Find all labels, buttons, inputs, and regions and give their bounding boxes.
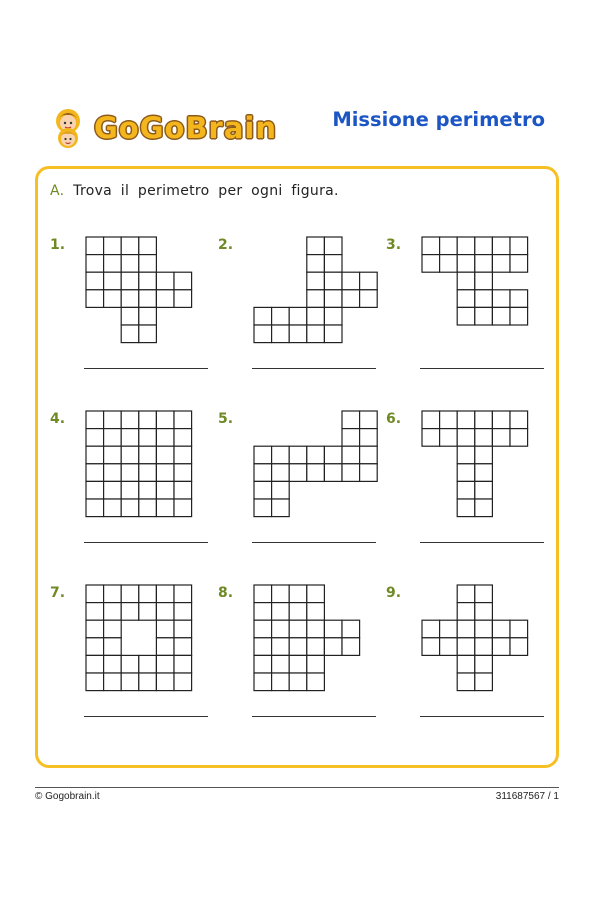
- grid-square: [156, 464, 174, 482]
- grid-square: [324, 255, 342, 273]
- grid-square: [272, 446, 290, 464]
- grid-square: [422, 638, 440, 656]
- grid-square: [174, 464, 192, 482]
- answer-line-8[interactable]: [252, 716, 376, 717]
- grid-square: [254, 655, 272, 673]
- grid-square: [272, 325, 290, 343]
- grid-square: [121, 290, 139, 308]
- grid-square: [254, 464, 272, 482]
- grid-square: [360, 290, 378, 308]
- grid-square: [440, 411, 458, 429]
- answer-line-3[interactable]: [420, 368, 544, 369]
- grid-square: [121, 255, 139, 273]
- grid-square: [174, 272, 192, 290]
- grid-square: [510, 237, 528, 255]
- grid-square: [492, 255, 510, 273]
- figure-number-5: 5.: [218, 411, 234, 427]
- figure-1: [86, 237, 192, 343]
- grid-square: [510, 255, 528, 273]
- grid-square: [510, 290, 528, 308]
- grid-square: [139, 673, 157, 691]
- grid-square: [139, 603, 157, 621]
- grid-square: [254, 307, 272, 325]
- grid-square: [121, 673, 139, 691]
- grid-square: [475, 603, 493, 621]
- grid-square: [86, 499, 104, 517]
- grid-square: [121, 325, 139, 343]
- figure-number-6: 6.: [386, 411, 402, 427]
- grid-square: [510, 638, 528, 656]
- grid-square: [104, 638, 122, 656]
- grid-square: [254, 481, 272, 499]
- grid-square: [139, 499, 157, 517]
- grid-square: [139, 446, 157, 464]
- figure-number-2: 2.: [218, 237, 234, 253]
- grid-square: [156, 446, 174, 464]
- grid-square: [457, 237, 475, 255]
- grid-square: [139, 585, 157, 603]
- grid-square: [475, 307, 493, 325]
- figure-2: [254, 237, 377, 343]
- grid-square: [342, 272, 360, 290]
- grid-square: [324, 325, 342, 343]
- grid-square: [121, 585, 139, 603]
- grid-square: [139, 307, 157, 325]
- grid-square: [104, 237, 122, 255]
- grid-square: [174, 290, 192, 308]
- grid-square: [156, 655, 174, 673]
- grid-square: [360, 411, 378, 429]
- grid-square: [139, 411, 157, 429]
- figure-8: [254, 585, 360, 691]
- grid-square: [121, 237, 139, 255]
- grid-square: [139, 255, 157, 273]
- grid-square: [121, 446, 139, 464]
- grid-square: [342, 429, 360, 447]
- grid-square: [272, 603, 290, 621]
- grid-square: [289, 464, 307, 482]
- grid-square: [289, 655, 307, 673]
- figure-7: [86, 585, 192, 691]
- grid-square: [457, 481, 475, 499]
- grid-square: [156, 603, 174, 621]
- grid-square: [492, 620, 510, 638]
- grid-square: [307, 446, 325, 464]
- logo-text: GoGoBrain: [94, 111, 278, 145]
- answer-line-2[interactable]: [252, 368, 376, 369]
- grid-square: [342, 290, 360, 308]
- grid-square: [360, 464, 378, 482]
- grid-square: [457, 603, 475, 621]
- grid-square: [139, 237, 157, 255]
- grid-square: [254, 585, 272, 603]
- grid-square: [422, 237, 440, 255]
- grid-square: [342, 620, 360, 638]
- grid-square: [254, 325, 272, 343]
- page-title: Missione perimetro: [332, 108, 545, 131]
- grid-square: [156, 585, 174, 603]
- figure-number-7: 7.: [50, 585, 66, 601]
- grid-square: [307, 307, 325, 325]
- grid-square: [475, 429, 493, 447]
- answer-line-9[interactable]: [420, 716, 544, 717]
- grid-square: [289, 620, 307, 638]
- grid-square: [272, 620, 290, 638]
- grid-square: [121, 272, 139, 290]
- grid-square: [475, 446, 493, 464]
- grid-square: [307, 290, 325, 308]
- grid-square: [324, 290, 342, 308]
- grid-square: [457, 255, 475, 273]
- grid-square: [492, 411, 510, 429]
- grid-square: [121, 411, 139, 429]
- answer-line-1[interactable]: [84, 368, 208, 369]
- figure-5: [254, 411, 377, 517]
- grid-square: [457, 464, 475, 482]
- grid-square: [307, 638, 325, 656]
- grid-square: [475, 237, 493, 255]
- grid-square: [422, 411, 440, 429]
- grid-square: [457, 272, 475, 290]
- grid-square: [272, 655, 290, 673]
- grid-square: [492, 290, 510, 308]
- grid-square: [86, 673, 104, 691]
- figure-number-1: 1.: [50, 237, 66, 253]
- grid-square: [139, 272, 157, 290]
- grid-square: [324, 620, 342, 638]
- grid-square: [156, 620, 174, 638]
- grid-square: [104, 446, 122, 464]
- grid-square: [289, 673, 307, 691]
- grid-square: [139, 290, 157, 308]
- grid-square: [307, 272, 325, 290]
- grid-square: [307, 237, 325, 255]
- grid-square: [86, 446, 104, 464]
- grid-square: [86, 620, 104, 638]
- grid-square: [156, 272, 174, 290]
- grid-square: [289, 325, 307, 343]
- grid-square: [104, 290, 122, 308]
- grid-square: [475, 272, 493, 290]
- grid-square: [86, 255, 104, 273]
- footer-page-id: 311687567 / 1: [495, 791, 559, 802]
- grid-square: [254, 499, 272, 517]
- figure-number-8: 8.: [218, 585, 234, 601]
- grid-square: [86, 429, 104, 447]
- grid-square: [342, 464, 360, 482]
- grid-square: [324, 446, 342, 464]
- grid-square: [272, 481, 290, 499]
- grid-square: [307, 673, 325, 691]
- grid-square: [86, 411, 104, 429]
- grid-square: [174, 655, 192, 673]
- grid-square: [307, 603, 325, 621]
- grid-square: [440, 638, 458, 656]
- grid-square: [307, 255, 325, 273]
- grid-square: [272, 464, 290, 482]
- figure-number-4: 4.: [50, 411, 66, 427]
- grid-square: [174, 603, 192, 621]
- grid-square: [174, 585, 192, 603]
- grid-square: [422, 429, 440, 447]
- grid-square: [475, 499, 493, 517]
- grid-square: [104, 429, 122, 447]
- grid-square: [86, 272, 104, 290]
- grid-square: [457, 638, 475, 656]
- grid-square: [121, 464, 139, 482]
- grid-square: [121, 481, 139, 499]
- grid-square: [440, 620, 458, 638]
- grid-square: [342, 638, 360, 656]
- grid-square: [289, 446, 307, 464]
- grid-square: [457, 499, 475, 517]
- grid-square: [104, 499, 122, 517]
- grid-square: [86, 464, 104, 482]
- grid-square: [139, 464, 157, 482]
- grid-square: [475, 481, 493, 499]
- grid-square: [174, 481, 192, 499]
- grid-square: [86, 237, 104, 255]
- grid-square: [86, 290, 104, 308]
- instruction-letter: A.: [50, 183, 65, 199]
- grid-square: [307, 464, 325, 482]
- answer-line-6[interactable]: [420, 542, 544, 543]
- grid-square: [475, 673, 493, 691]
- grid-square: [156, 499, 174, 517]
- grid-square: [307, 620, 325, 638]
- footer-divider: [35, 787, 559, 788]
- grid-square: [422, 620, 440, 638]
- grid-square: [254, 673, 272, 691]
- grid-square: [510, 411, 528, 429]
- grid-square: [156, 429, 174, 447]
- grid-square: [360, 429, 378, 447]
- grid-square: [457, 429, 475, 447]
- grid-square: [360, 446, 378, 464]
- grid-square: [324, 237, 342, 255]
- grid-square: [457, 585, 475, 603]
- grid-square: [254, 638, 272, 656]
- grid-square: [342, 446, 360, 464]
- figure-number-3: 3.: [386, 237, 402, 253]
- grid-square: [272, 638, 290, 656]
- grid-square: [174, 499, 192, 517]
- grid-square: [492, 237, 510, 255]
- grid-square: [104, 603, 122, 621]
- grid-square: [475, 655, 493, 673]
- grid-square: [254, 620, 272, 638]
- grid-square: [139, 655, 157, 673]
- grid-square: [289, 585, 307, 603]
- grid-square: [324, 464, 342, 482]
- grid-square: [492, 307, 510, 325]
- grid-square: [510, 429, 528, 447]
- grid-square: [324, 638, 342, 656]
- grid-square: [422, 255, 440, 273]
- grid-square: [307, 325, 325, 343]
- grid-square: [289, 603, 307, 621]
- grid-square: [121, 307, 139, 325]
- figure-6: [422, 411, 528, 517]
- grid-square: [121, 655, 139, 673]
- grid-square: [86, 638, 104, 656]
- grid-square: [86, 603, 104, 621]
- grid-square: [475, 411, 493, 429]
- grid-square: [139, 481, 157, 499]
- grid-square: [289, 638, 307, 656]
- grid-square: [254, 446, 272, 464]
- grid-square: [440, 255, 458, 273]
- grid-square: [457, 620, 475, 638]
- grid-square: [510, 620, 528, 638]
- grid-square: [174, 446, 192, 464]
- grid-square: [174, 673, 192, 691]
- grid-square: [272, 499, 290, 517]
- grid-square: [360, 272, 378, 290]
- grid-square: [307, 655, 325, 673]
- grid-square: [174, 638, 192, 656]
- answer-line-4[interactable]: [84, 542, 208, 543]
- grid-square: [104, 464, 122, 482]
- grid-square: [174, 429, 192, 447]
- grid-square: [492, 638, 510, 656]
- grid-square: [104, 673, 122, 691]
- grid-square: [174, 620, 192, 638]
- grid-square: [272, 585, 290, 603]
- grid-square: [104, 272, 122, 290]
- grid-square: [324, 272, 342, 290]
- grid-square: [475, 585, 493, 603]
- grid-square: [440, 237, 458, 255]
- grid-square: [307, 585, 325, 603]
- grid-square: [475, 255, 493, 273]
- grid-square: [475, 638, 493, 656]
- grid-square: [104, 481, 122, 499]
- grid-square: [475, 620, 493, 638]
- grid-square: [174, 411, 192, 429]
- grid-square: [156, 673, 174, 691]
- grid-square: [475, 464, 493, 482]
- grid-square: [272, 307, 290, 325]
- grid-square: [440, 429, 458, 447]
- grid-square: [272, 673, 290, 691]
- grid-square: [457, 673, 475, 691]
- answer-line-7[interactable]: [84, 716, 208, 717]
- grid-square: [510, 307, 528, 325]
- grid-square: [104, 655, 122, 673]
- grid-square: [254, 603, 272, 621]
- grid-square: [457, 411, 475, 429]
- grid-square: [457, 655, 475, 673]
- grid-square: [86, 585, 104, 603]
- grid-square: [139, 429, 157, 447]
- grid-square: [139, 325, 157, 343]
- grid-square: [492, 429, 510, 447]
- grid-square: [156, 290, 174, 308]
- figure-9: [422, 585, 528, 691]
- figure-3: [422, 237, 528, 325]
- grid-square: [324, 307, 342, 325]
- footer-copyright: © Gogobrain.it: [35, 791, 100, 802]
- grid-square: [156, 411, 174, 429]
- grid-square: [104, 585, 122, 603]
- grid-square: [289, 307, 307, 325]
- answer-line-5[interactable]: [252, 542, 376, 543]
- grid-square: [457, 290, 475, 308]
- grid-square: [121, 499, 139, 517]
- grid-square: [342, 411, 360, 429]
- grid-square: [121, 429, 139, 447]
- grid-square: [104, 620, 122, 638]
- figure-number-9: 9.: [386, 585, 402, 601]
- grid-square: [86, 655, 104, 673]
- grid-square: [475, 290, 493, 308]
- grid-square: [156, 638, 174, 656]
- grid-square: [156, 481, 174, 499]
- grid-square: [457, 446, 475, 464]
- figure-4: [86, 411, 192, 517]
- grid-square: [104, 411, 122, 429]
- grid-square: [86, 481, 104, 499]
- instruction-text: Trova il perimetro per ogni figura.: [73, 183, 339, 199]
- grid-square: [457, 307, 475, 325]
- grid-square: [121, 603, 139, 621]
- grid-square: [104, 255, 122, 273]
